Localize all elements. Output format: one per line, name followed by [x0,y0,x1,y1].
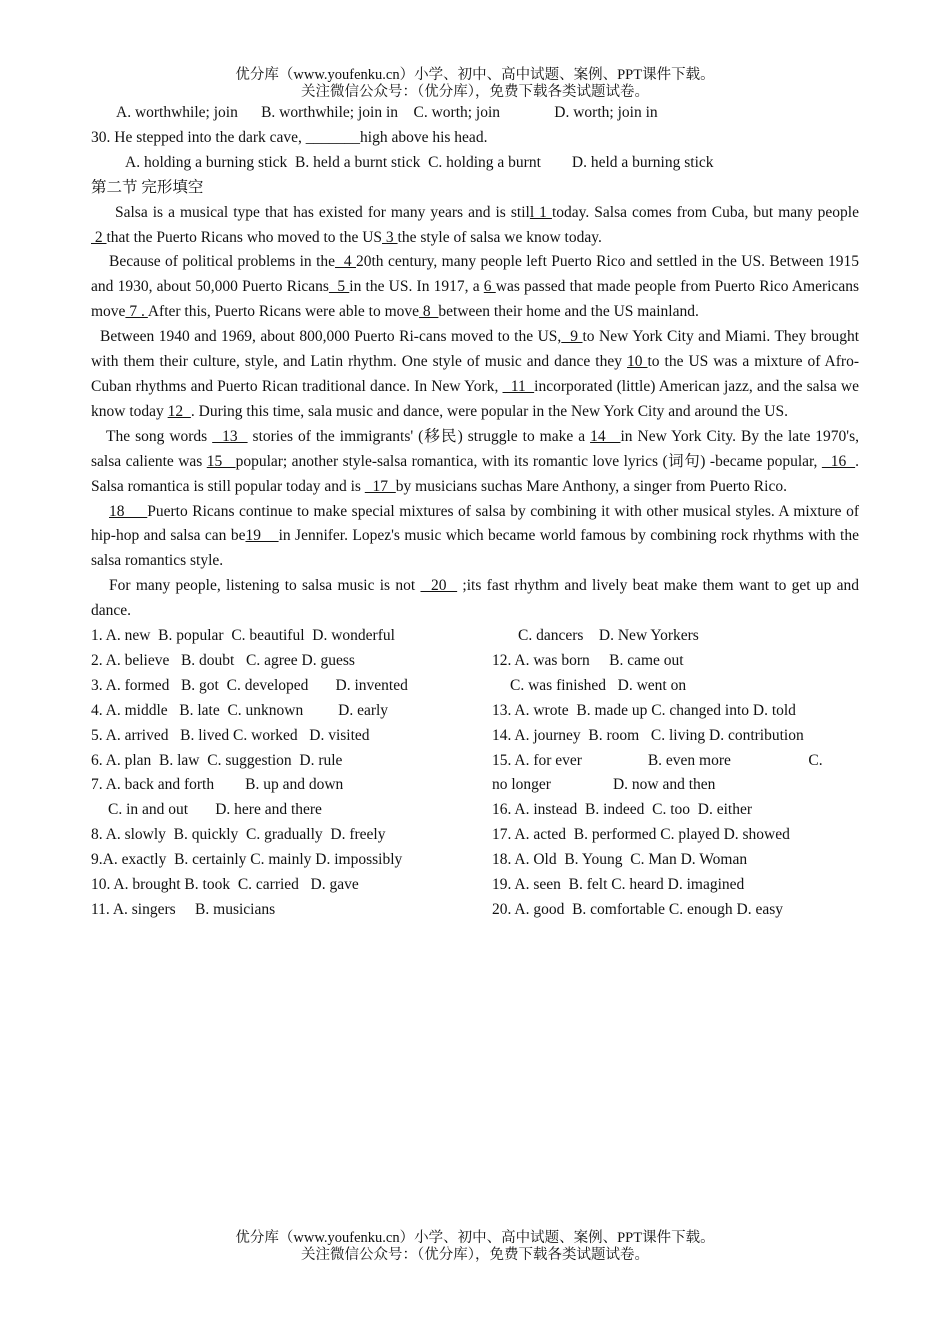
header-line-1: 优分库（www.youfenku.cn）小学、初中、高中试题、案例、PPT课件下载。 [235,67,715,83]
blank-6: 6 [483,278,496,296]
blank-19: 19 [245,527,279,545]
footer-line-1: 优分库（www.youfenku.cn）小学、初中、高中试题、案例、PPT课件下载。 [235,1230,715,1246]
section-title: 第二节 完形填空 [91,178,204,196]
document-body [91,101,859,923]
option-line: 3. A. formed B. got C. developed D. invented [91,676,408,694]
blank-13: 13 [212,427,248,445]
option-line: 2. A. believe B. doubt C. agree D. guess [91,651,355,669]
option-line: 11. A. singers B. musicians [91,901,276,918]
option-line: 14. A. journey B. room C. living D. contribution [492,726,804,744]
blank-15: 15 [206,452,236,470]
passage-paragraph-2: Because of political problems in the 4 20th century, many people left Puerto Rico and settled in the US. Between 1915 and 1930, about 50,000 Puerto Ricans 5 in the US. In 1917, a 6 was passed that made people from Puerto Rico Americans move 7 . After this, Puerto Ricans were able to move 8 between their home and the US mainland. [91,253,860,321]
option-line: 17. A. acted B. performed C. played D. showed [492,826,790,844]
option-line: 10. A. brought B. took C. carried D. gave [91,876,359,894]
option-line: 20. A. good B. comfortable C. enough D. easy [492,901,784,918]
blank-5: 5 [328,278,350,296]
blank-10: 10 [627,353,648,371]
option-line: C. dancers D. New Yorkers [518,627,699,645]
q30-stem: 30. He stepped into the dark cave, _______high above his head. [91,128,488,146]
option-line: 4. A. middle B. late C. unknown D. early [91,701,389,719]
option-line: 12. A. was born B. came out [492,651,684,669]
option-line: C. in and out D. here and there [108,801,322,819]
blank-1: l 1 [529,203,552,221]
passage-paragraph-6: For many people, listening to salsa music is not 20 ;its fast rhythm and lively beat make them want to get up and dance. [91,577,860,620]
option-line: 15. A. for ever B. even more C. [492,751,823,769]
blank-11: 11 [502,377,535,395]
blank-4: 4 [335,253,356,271]
option-line: 18. A. Old B. Young C. Man D. Woman [492,851,748,869]
option-line: 19. A. seen B. felt C. heard D. imagined [492,876,745,894]
passage-paragraph-3: Between 1940 and 1969, about 800,000 Puerto Ri-cans moved to the US, 9 to New York City and Miami. They brought with them their culture, style, and Latin rhythm. One style of music and dance they 10 to the US was a mixture of Afro-Cuban rhythms and Puerto Rican traditional dance. In New York, 11 incorporated (little) American jazz, and the salsa we know today 12 . During this time, sala music and dance, were popular in the New York City and around the US. [91,328,860,420]
option-line: C. was finished D. went on [510,676,687,694]
blank-17: 17 [364,477,396,495]
passage-paragraph-1: Salsa is a musical type that has existed for many years and is still 1 today. Salsa comes from Cuba, but many people 2 that the Puerto Ricans who moved to the US 3 the style of salsa we know today. [91,203,859,246]
blank-20: 20 [420,577,458,595]
blank-12: 12 [167,402,191,420]
option-line: 16. A. instead B. indeed C. too D. either [492,801,753,819]
page-footer [0,1230,950,1264]
blank-7: 7 . [125,303,148,321]
option-line: 6. A. plan B. law C. suggestion D. rule [91,751,343,769]
passage-paragraph-5: 18 Puerto Ricans continue to make special mixtures of salsa by combining it with other musical styles. A mixture of hip-hop and salsa can be19 in Jennifer. Lopez's music which became world famous by combining rock rhythms with the salsa romantics style. [91,502,859,570]
blank-16: 16 [821,452,856,470]
answer-options [91,624,859,923]
blank-8: 8 [419,303,439,321]
blank-14: 14 [590,427,621,445]
option-line: no longer D. now and then [492,776,716,794]
page-header [0,67,950,101]
q30-options: A. holding a burning stick B. held a burnt stick C. holding a burnt D. held a burning stick [125,153,714,171]
option-line: 5. A. arrived B. lived C. worked D. visited [91,726,370,744]
header-line-2: 关注微信公众号：（优分库），免费下载各类试题试卷。 [301,84,649,100]
option-line: 1. A. new B. popular C. beautiful D. wonderful [91,627,395,645]
option-line: 7. A. back and forth B. up and down [91,776,344,794]
option-line: 8. A. slowly B. quickly C. gradually D. freely [91,826,386,844]
blank-18: 18 [109,502,148,520]
passage-paragraph-4: The song words 13 stories of the immigrants' (移民) struggle to make a 14 in New York City. By the late 1970's, salsa caliente was 15 popular; another style-salsa romantica, with its romantic love lyrics (词句) -became popular, 16 . Salsa romantica is still popular today and is 17 by musicians suchas Mare Anthony, a singer from Puerto Rico. [91,427,860,495]
blank-2: 2 [91,228,107,246]
option-line: 13. A. wrote B. made up C. changed into D. told [492,701,796,719]
q29-options: A. worthwhile; join B. worthwhile; join in C. worth; join D. worth; join in [116,104,658,121]
blank-9: 9 [561,328,583,346]
footer-line-2: 关注微信公众号：（优分库），免费下载各类试题试卷。 [301,1247,649,1263]
blank-3: 3 [382,228,398,246]
option-line: 9.A. exactly B. certainly C. mainly D. impossibly [91,851,403,869]
options-right-column [492,624,859,923]
options-left-column [91,624,492,923]
